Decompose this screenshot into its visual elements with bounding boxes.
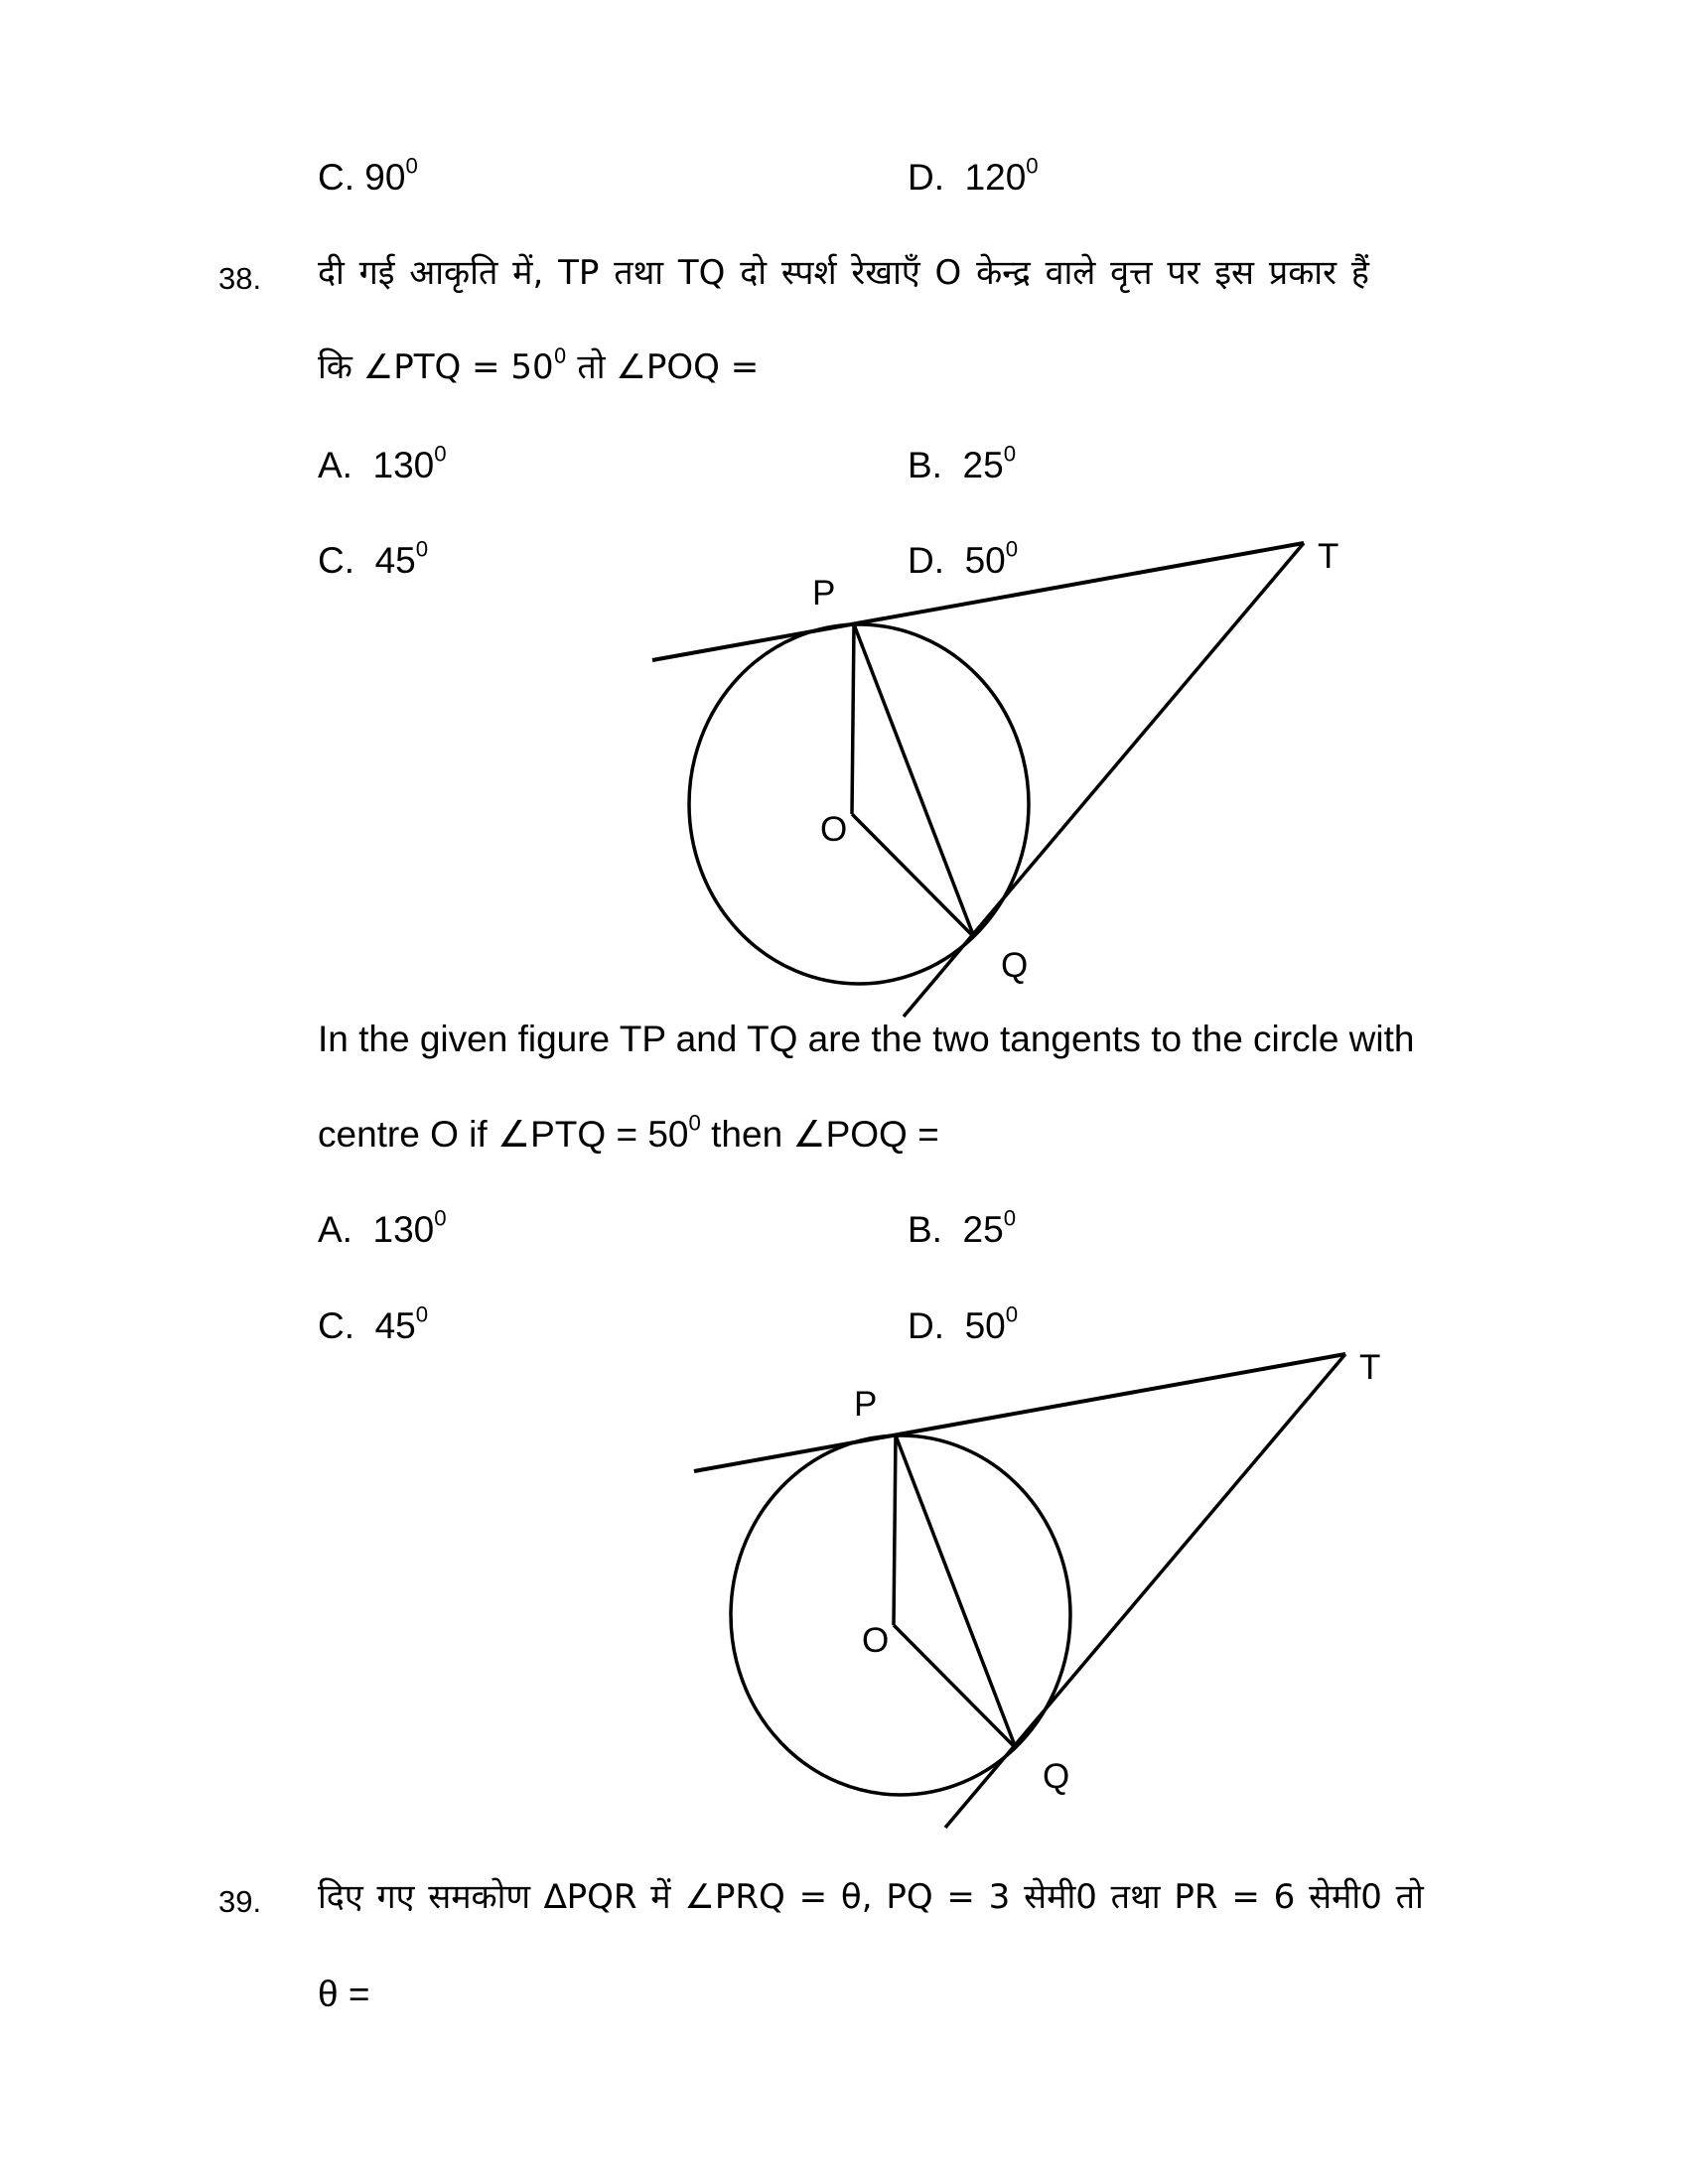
option-letter: C. <box>318 1305 354 1346</box>
option-letter: A. <box>318 1209 352 1250</box>
fig2-label-o: O <box>862 1621 890 1660</box>
option-letter: D. <box>908 157 944 198</box>
option-value: 25 <box>962 445 1004 485</box>
degree-sup: 0 <box>434 441 447 467</box>
degree-sup: 0 <box>434 1205 447 1231</box>
degree-sup: 0 <box>1005 1301 1019 1327</box>
q39-line2: θ = <box>318 1974 370 2014</box>
option-letter: D. <box>908 1305 944 1346</box>
fig2-label-t: T <box>1359 1348 1381 1387</box>
option-value: 50 <box>964 1305 1006 1346</box>
q38-hindi-line2-pre: कि ∠PTQ = 50 <box>318 347 554 387</box>
option-letter: D. <box>908 540 944 581</box>
option-value: 130 <box>372 445 435 485</box>
fig2-label-q: Q <box>1043 1757 1070 1796</box>
fig1-label-o: O <box>820 810 848 849</box>
degree-sup: 0 <box>688 1110 701 1136</box>
option-value: 45 <box>374 540 416 581</box>
option-value: 120 <box>964 157 1027 198</box>
degree-sup: 0 <box>1026 153 1039 179</box>
option-value: 25 <box>962 1209 1004 1250</box>
option-value: 45 <box>374 1305 416 1346</box>
question-number-39: 39. <box>218 1884 262 1919</box>
option-letter: C. <box>318 540 354 581</box>
fig2-label-p: P <box>854 1385 878 1424</box>
fig1-label-q: Q <box>1001 946 1029 985</box>
q38-hindi-line1: दी गई आकृति में, TP तथा TQ दो स्पर्श रेखाएँ O केन्द्र वाले वृत्त पर इस प्रकार हैं <box>318 253 1369 293</box>
degree-sup: 0 <box>415 536 429 562</box>
fig1-label-t: T <box>1318 537 1339 576</box>
option-value: 90 <box>364 157 406 198</box>
degree-sup: 0 <box>1003 1205 1017 1231</box>
option-letter: C. <box>318 157 354 198</box>
q38-english-line1: In the given figure TP and TQ are the two tangents to the circle with <box>318 1019 1415 1059</box>
q39-line1: दिए गए समकोण ∆PQR में ∠PRQ = θ, PQ = 3 सेमी0 तथा PR = 6 सेमी0 तो <box>318 1877 1424 1917</box>
option-letter: A. <box>318 445 352 485</box>
fig1-label-p: P <box>812 574 836 613</box>
option-value: 50 <box>964 540 1006 581</box>
degree-sup: 0 <box>1005 536 1019 562</box>
q38-english-line2-pre: centre O if ∠PTQ = 50 <box>318 1114 689 1155</box>
option-value: 130 <box>372 1209 435 1250</box>
option-letter: B. <box>908 1209 942 1250</box>
degree-sup: 0 <box>553 343 567 368</box>
degree-sup: 0 <box>1003 441 1017 467</box>
q38-english-line2-post: then ∠POQ = <box>700 1114 939 1155</box>
option-letter: B. <box>908 445 942 485</box>
question-number-38: 38. <box>218 261 262 296</box>
degree-sup: 0 <box>415 1301 429 1327</box>
q38-hindi-line2-post: तो ∠POQ = <box>566 347 760 387</box>
degree-sup: 0 <box>405 153 418 179</box>
